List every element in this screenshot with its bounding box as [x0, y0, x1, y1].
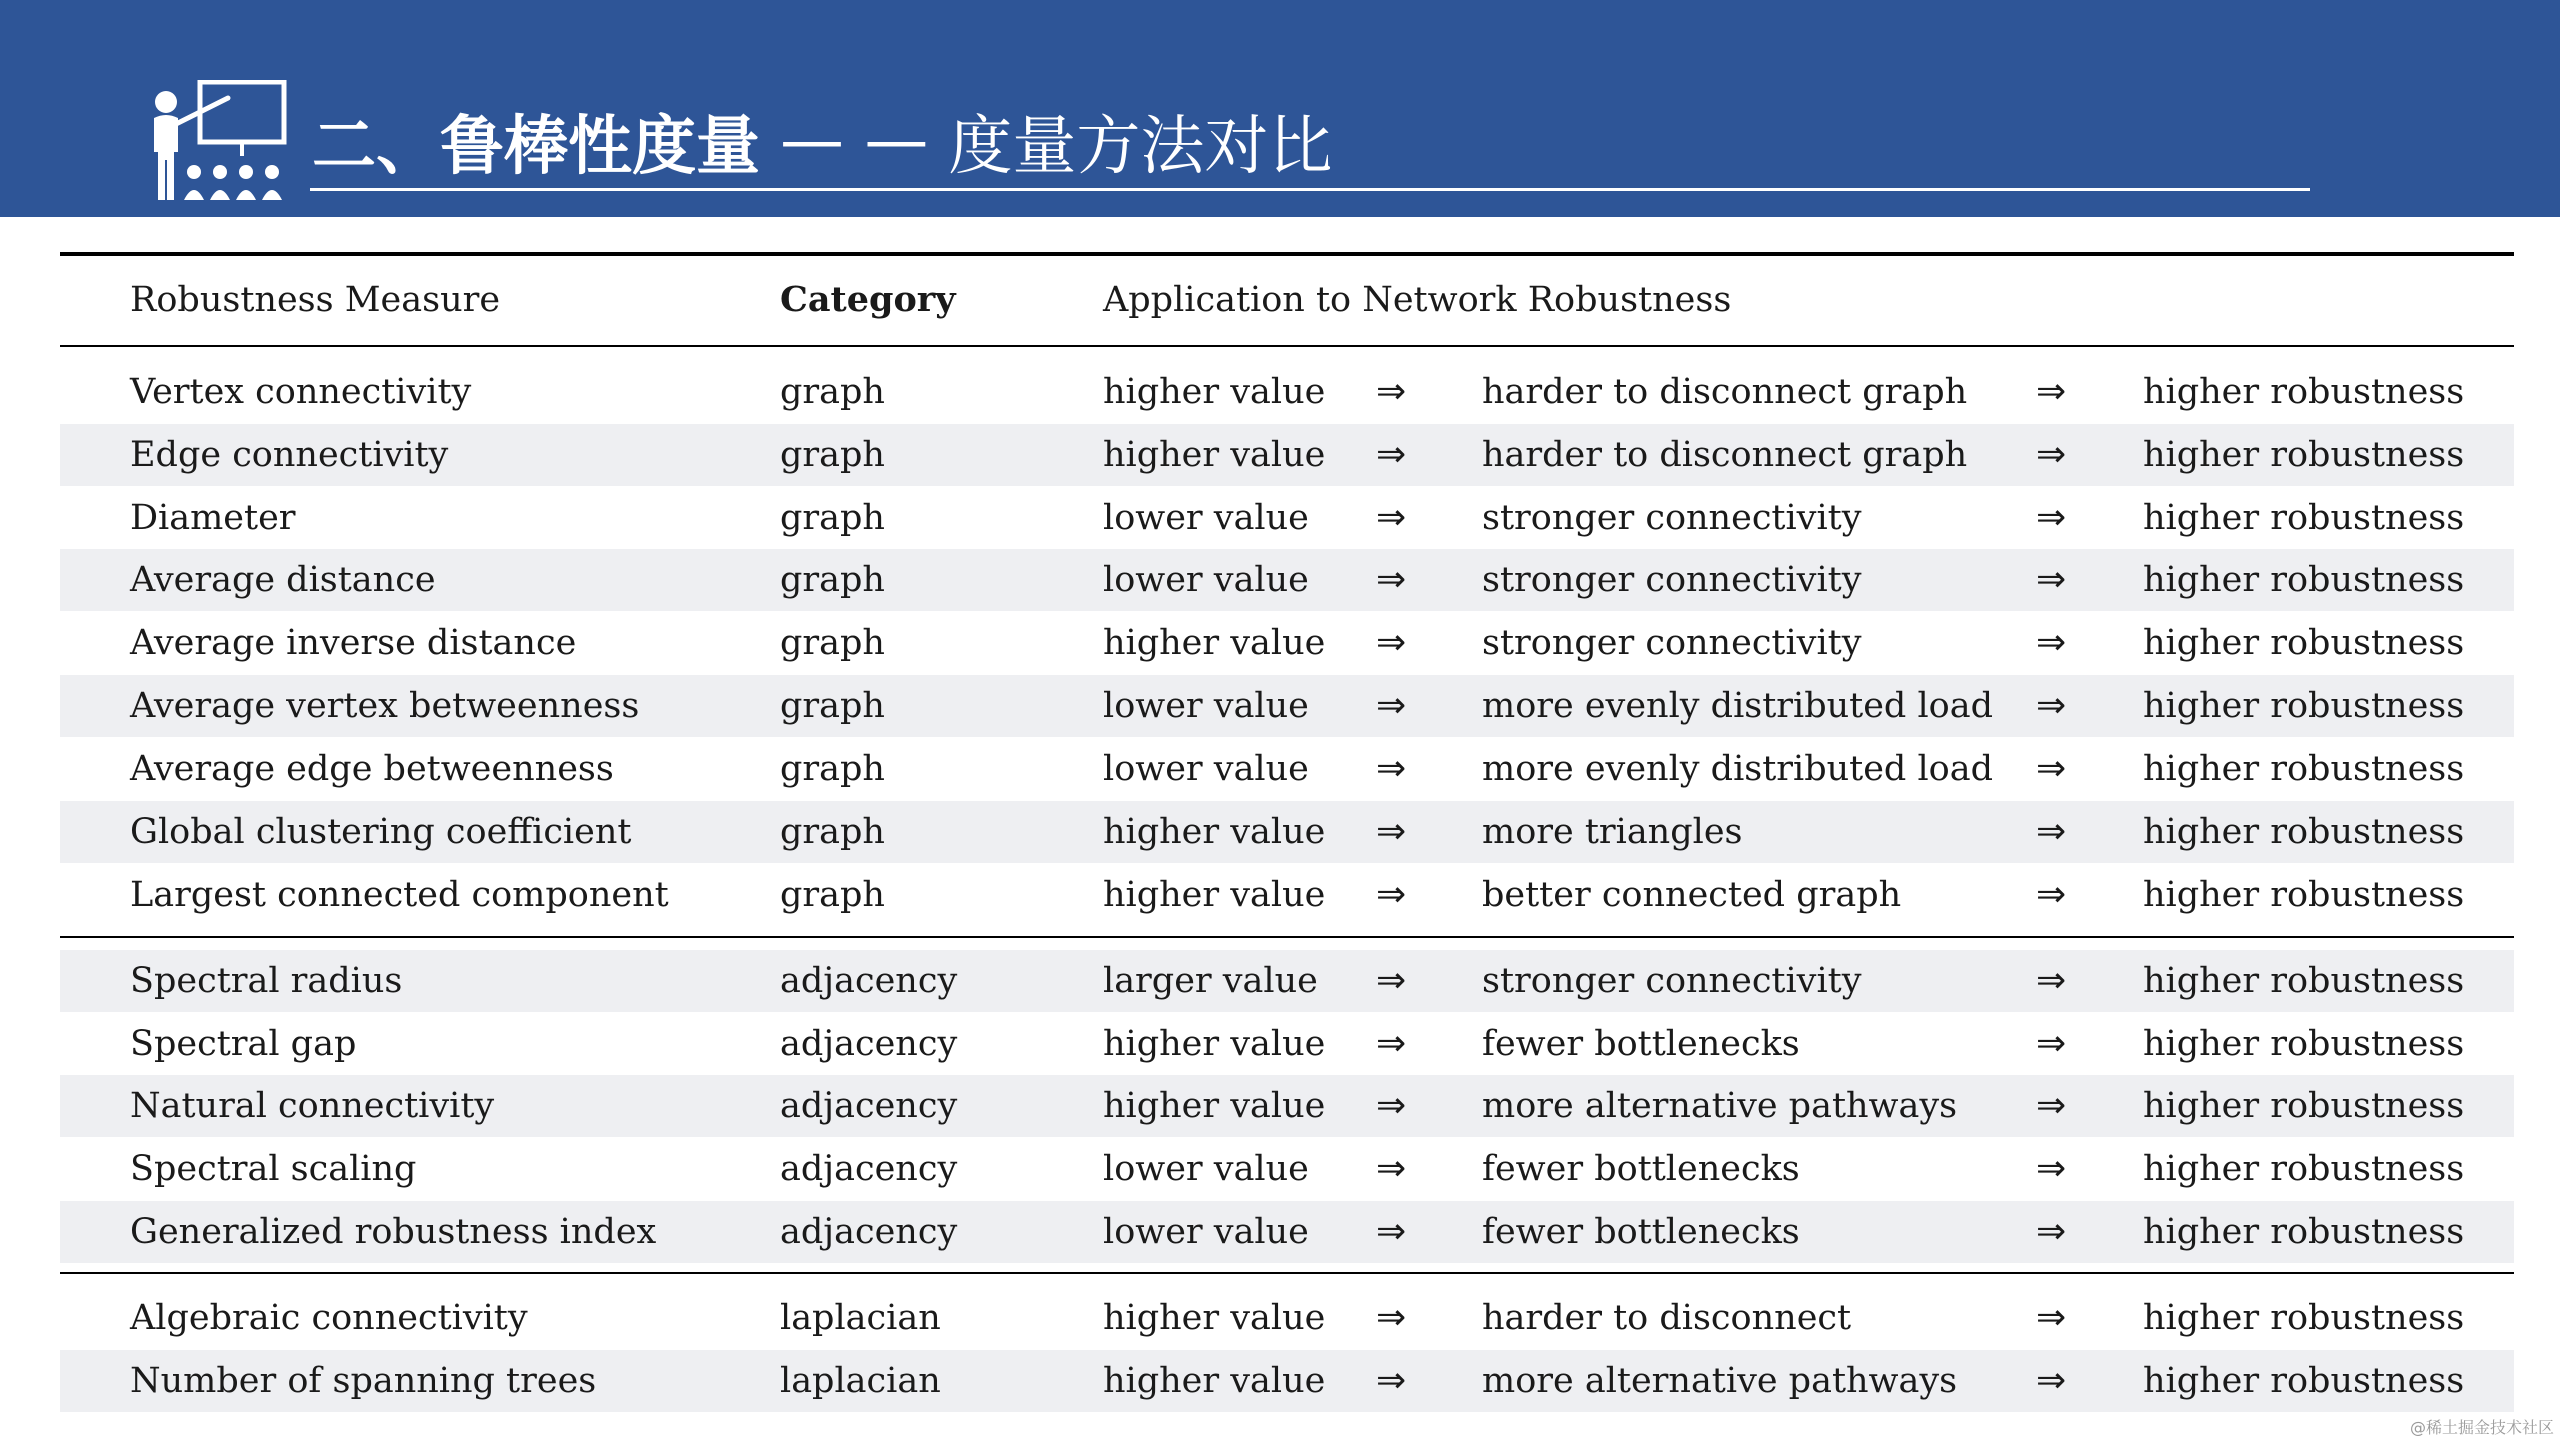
cell-result: higher robustness — [2143, 1212, 2465, 1252]
cell-direction: higher value — [1103, 372, 1326, 412]
cell-result: higher robustness — [2143, 749, 2465, 789]
cell-result: higher robustness — [2143, 1149, 2465, 1189]
cell-category: adjacency — [780, 1086, 958, 1126]
cell-measure: Average distance — [130, 560, 436, 600]
cell-result: higher robustness — [2143, 498, 2465, 538]
column-header-measure: Robustness Measure — [130, 280, 501, 320]
table-row — [60, 487, 2514, 549]
implies-arrow: ⇒ — [2036, 434, 2067, 475]
cell-measure: Diameter — [130, 498, 296, 538]
table-row — [60, 1075, 2514, 1137]
implies-arrow: ⇒ — [1376, 559, 1407, 600]
cell-result: higher robustness — [2143, 435, 2465, 475]
cell-effect: stronger connectivity — [1482, 498, 1862, 538]
cell-result: higher robustness — [2143, 686, 2465, 726]
cell-direction: higher value — [1103, 875, 1326, 915]
cell-category: graph — [780, 435, 885, 475]
implies-arrow: ⇒ — [1376, 811, 1407, 852]
implies-arrow: ⇒ — [2036, 497, 2067, 538]
table-row — [60, 738, 2514, 800]
cell-measure: Vertex connectivity — [130, 372, 472, 412]
table-row — [60, 1350, 2514, 1412]
cell-result: higher robustness — [2143, 560, 2465, 600]
cell-category: graph — [780, 560, 885, 600]
cell-category: adjacency — [780, 1212, 958, 1252]
table-row — [60, 950, 2514, 1012]
cell-direction: higher value — [1103, 1361, 1326, 1401]
cell-effect: stronger connectivity — [1482, 623, 1862, 663]
cell-effect: better connected graph — [1482, 875, 1902, 915]
implies-arrow: ⇒ — [1376, 622, 1407, 663]
watermark: @稀土掘金技术社区 — [2409, 1418, 2554, 1437]
cell-direction: lower value — [1103, 749, 1309, 789]
table-row — [60, 612, 2514, 674]
group-separator-rule — [60, 936, 2514, 938]
implies-arrow: ⇒ — [2036, 1360, 2067, 1401]
cell-effect: fewer bottlenecks — [1482, 1024, 1800, 1064]
cell-effect: harder to disconnect — [1482, 1298, 1852, 1338]
implies-arrow: ⇒ — [1376, 1085, 1407, 1126]
implies-arrow: ⇒ — [2036, 622, 2067, 663]
cell-measure: Algebraic connectivity — [130, 1298, 528, 1338]
cell-measure: Average vertex betweenness — [130, 686, 640, 726]
implies-arrow: ⇒ — [2036, 1085, 2067, 1126]
cell-category: adjacency — [780, 1149, 958, 1189]
implies-arrow: ⇒ — [2036, 685, 2067, 726]
implies-arrow: ⇒ — [2036, 371, 2067, 412]
table-header-rule — [60, 345, 2514, 347]
teacher-presentation-icon — [148, 80, 288, 206]
group-separator-rule — [60, 1272, 2514, 1274]
cell-effect: more evenly distributed load — [1482, 749, 1994, 789]
table-row — [60, 675, 2514, 737]
cell-result: higher robustness — [2143, 812, 2465, 852]
cell-result: higher robustness — [2143, 961, 2465, 1001]
cell-category: graph — [780, 812, 885, 852]
implies-arrow: ⇒ — [1376, 960, 1407, 1001]
cell-direction: higher value — [1103, 623, 1326, 663]
cell-category: graph — [780, 372, 885, 412]
implies-arrow: ⇒ — [2036, 960, 2067, 1001]
implies-arrow: ⇒ — [1376, 1211, 1407, 1252]
cell-category: graph — [780, 498, 885, 538]
cell-effect: more triangles — [1482, 812, 1743, 852]
cell-category: adjacency — [780, 1024, 958, 1064]
cell-measure: Average inverse distance — [130, 623, 577, 663]
table-row — [60, 424, 2514, 486]
table-row — [60, 1013, 2514, 1075]
table-row — [60, 864, 2514, 926]
table-row — [60, 1201, 2514, 1263]
cell-category: graph — [780, 623, 885, 663]
table-row — [60, 1138, 2514, 1200]
cell-result: higher robustness — [2143, 1086, 2465, 1126]
implies-arrow: ⇒ — [2036, 1023, 2067, 1064]
implies-arrow: ⇒ — [2036, 748, 2067, 789]
cell-result: higher robustness — [2143, 1298, 2465, 1338]
cell-effect: more evenly distributed load — [1482, 686, 1994, 726]
cell-measure: Spectral scaling — [130, 1149, 417, 1189]
table-top-rule — [60, 252, 2514, 256]
implies-arrow: ⇒ — [2036, 1211, 2067, 1252]
cell-category: adjacency — [780, 961, 958, 1001]
cell-direction: lower value — [1103, 560, 1309, 600]
cell-measure: Spectral gap — [130, 1024, 357, 1064]
cell-category: laplacian — [780, 1298, 941, 1338]
implies-arrow: ⇒ — [1376, 1023, 1407, 1064]
table-row — [60, 801, 2514, 863]
column-header-category: Category — [780, 279, 956, 320]
implies-arrow: ⇒ — [2036, 1297, 2067, 1338]
cell-effect: fewer bottlenecks — [1482, 1212, 1800, 1252]
cell-measure: Number of spanning trees — [130, 1361, 597, 1401]
title-underline — [310, 188, 2310, 191]
cell-direction: lower value — [1103, 686, 1309, 726]
cell-direction: lower value — [1103, 498, 1309, 538]
slide-title-dash: — — — [780, 104, 929, 178]
cell-result: higher robustness — [2143, 623, 2465, 663]
implies-arrow: ⇒ — [2036, 559, 2067, 600]
cell-category: graph — [780, 686, 885, 726]
cell-measure: Largest connected component — [130, 875, 669, 915]
cell-measure: Average edge betweenness — [130, 749, 614, 789]
cell-measure: Edge connectivity — [130, 435, 449, 475]
cell-direction: higher value — [1103, 1024, 1326, 1064]
slide-title — [312, 96, 1332, 186]
implies-arrow: ⇒ — [1376, 874, 1407, 915]
cell-direction: lower value — [1103, 1149, 1309, 1189]
cell-effect: harder to disconnect graph — [1482, 372, 1968, 412]
cell-direction: lower value — [1103, 1212, 1309, 1252]
implies-arrow: ⇒ — [2036, 811, 2067, 852]
implies-arrow: ⇒ — [1376, 1297, 1407, 1338]
cell-effect: more alternative pathways — [1482, 1086, 1958, 1126]
cell-direction: higher value — [1103, 435, 1326, 475]
implies-arrow: ⇒ — [1376, 371, 1407, 412]
implies-arrow: ⇒ — [1376, 1360, 1407, 1401]
cell-direction: higher value — [1103, 1086, 1326, 1126]
implies-arrow: ⇒ — [1376, 1148, 1407, 1189]
implies-arrow: ⇒ — [1376, 434, 1407, 475]
cell-result: higher robustness — [2143, 875, 2465, 915]
cell-result: higher robustness — [2143, 1361, 2465, 1401]
cell-category: graph — [780, 749, 885, 789]
cell-category: laplacian — [780, 1361, 941, 1401]
cell-effect: fewer bottlenecks — [1482, 1149, 1800, 1189]
implies-arrow: ⇒ — [1376, 748, 1407, 789]
table-row — [60, 549, 2514, 611]
cell-effect: stronger connectivity — [1482, 560, 1862, 600]
cell-measure: Spectral radius — [130, 961, 403, 1001]
cell-result: higher robustness — [2143, 372, 2465, 412]
implies-arrow: ⇒ — [2036, 874, 2067, 915]
cell-result: higher robustness — [2143, 1024, 2465, 1064]
cell-effect: harder to disconnect graph — [1482, 435, 1968, 475]
cell-measure: Global clustering coefficient — [130, 812, 632, 852]
cell-measure: Natural connectivity — [130, 1086, 495, 1126]
cell-effect: stronger connectivity — [1482, 961, 1862, 1001]
cell-direction: higher value — [1103, 812, 1326, 852]
cell-direction: higher value — [1103, 1298, 1326, 1338]
cell-effect: more alternative pathways — [1482, 1361, 1958, 1401]
table-row — [60, 361, 2514, 423]
cell-category: graph — [780, 875, 885, 915]
table-row — [60, 1287, 2514, 1349]
implies-arrow: ⇒ — [1376, 497, 1407, 538]
slide-title-sub: 度量方法对比 — [948, 110, 1333, 184]
slide-title-main: 二、鲁棒性度量 — [312, 110, 760, 184]
implies-arrow: ⇒ — [2036, 1148, 2067, 1189]
implies-arrow: ⇒ — [1376, 685, 1407, 726]
column-header-application: Application to Network Robustness — [1103, 280, 1732, 320]
cell-direction: larger value — [1103, 961, 1318, 1001]
cell-measure: Generalized robustness index — [130, 1212, 657, 1252]
